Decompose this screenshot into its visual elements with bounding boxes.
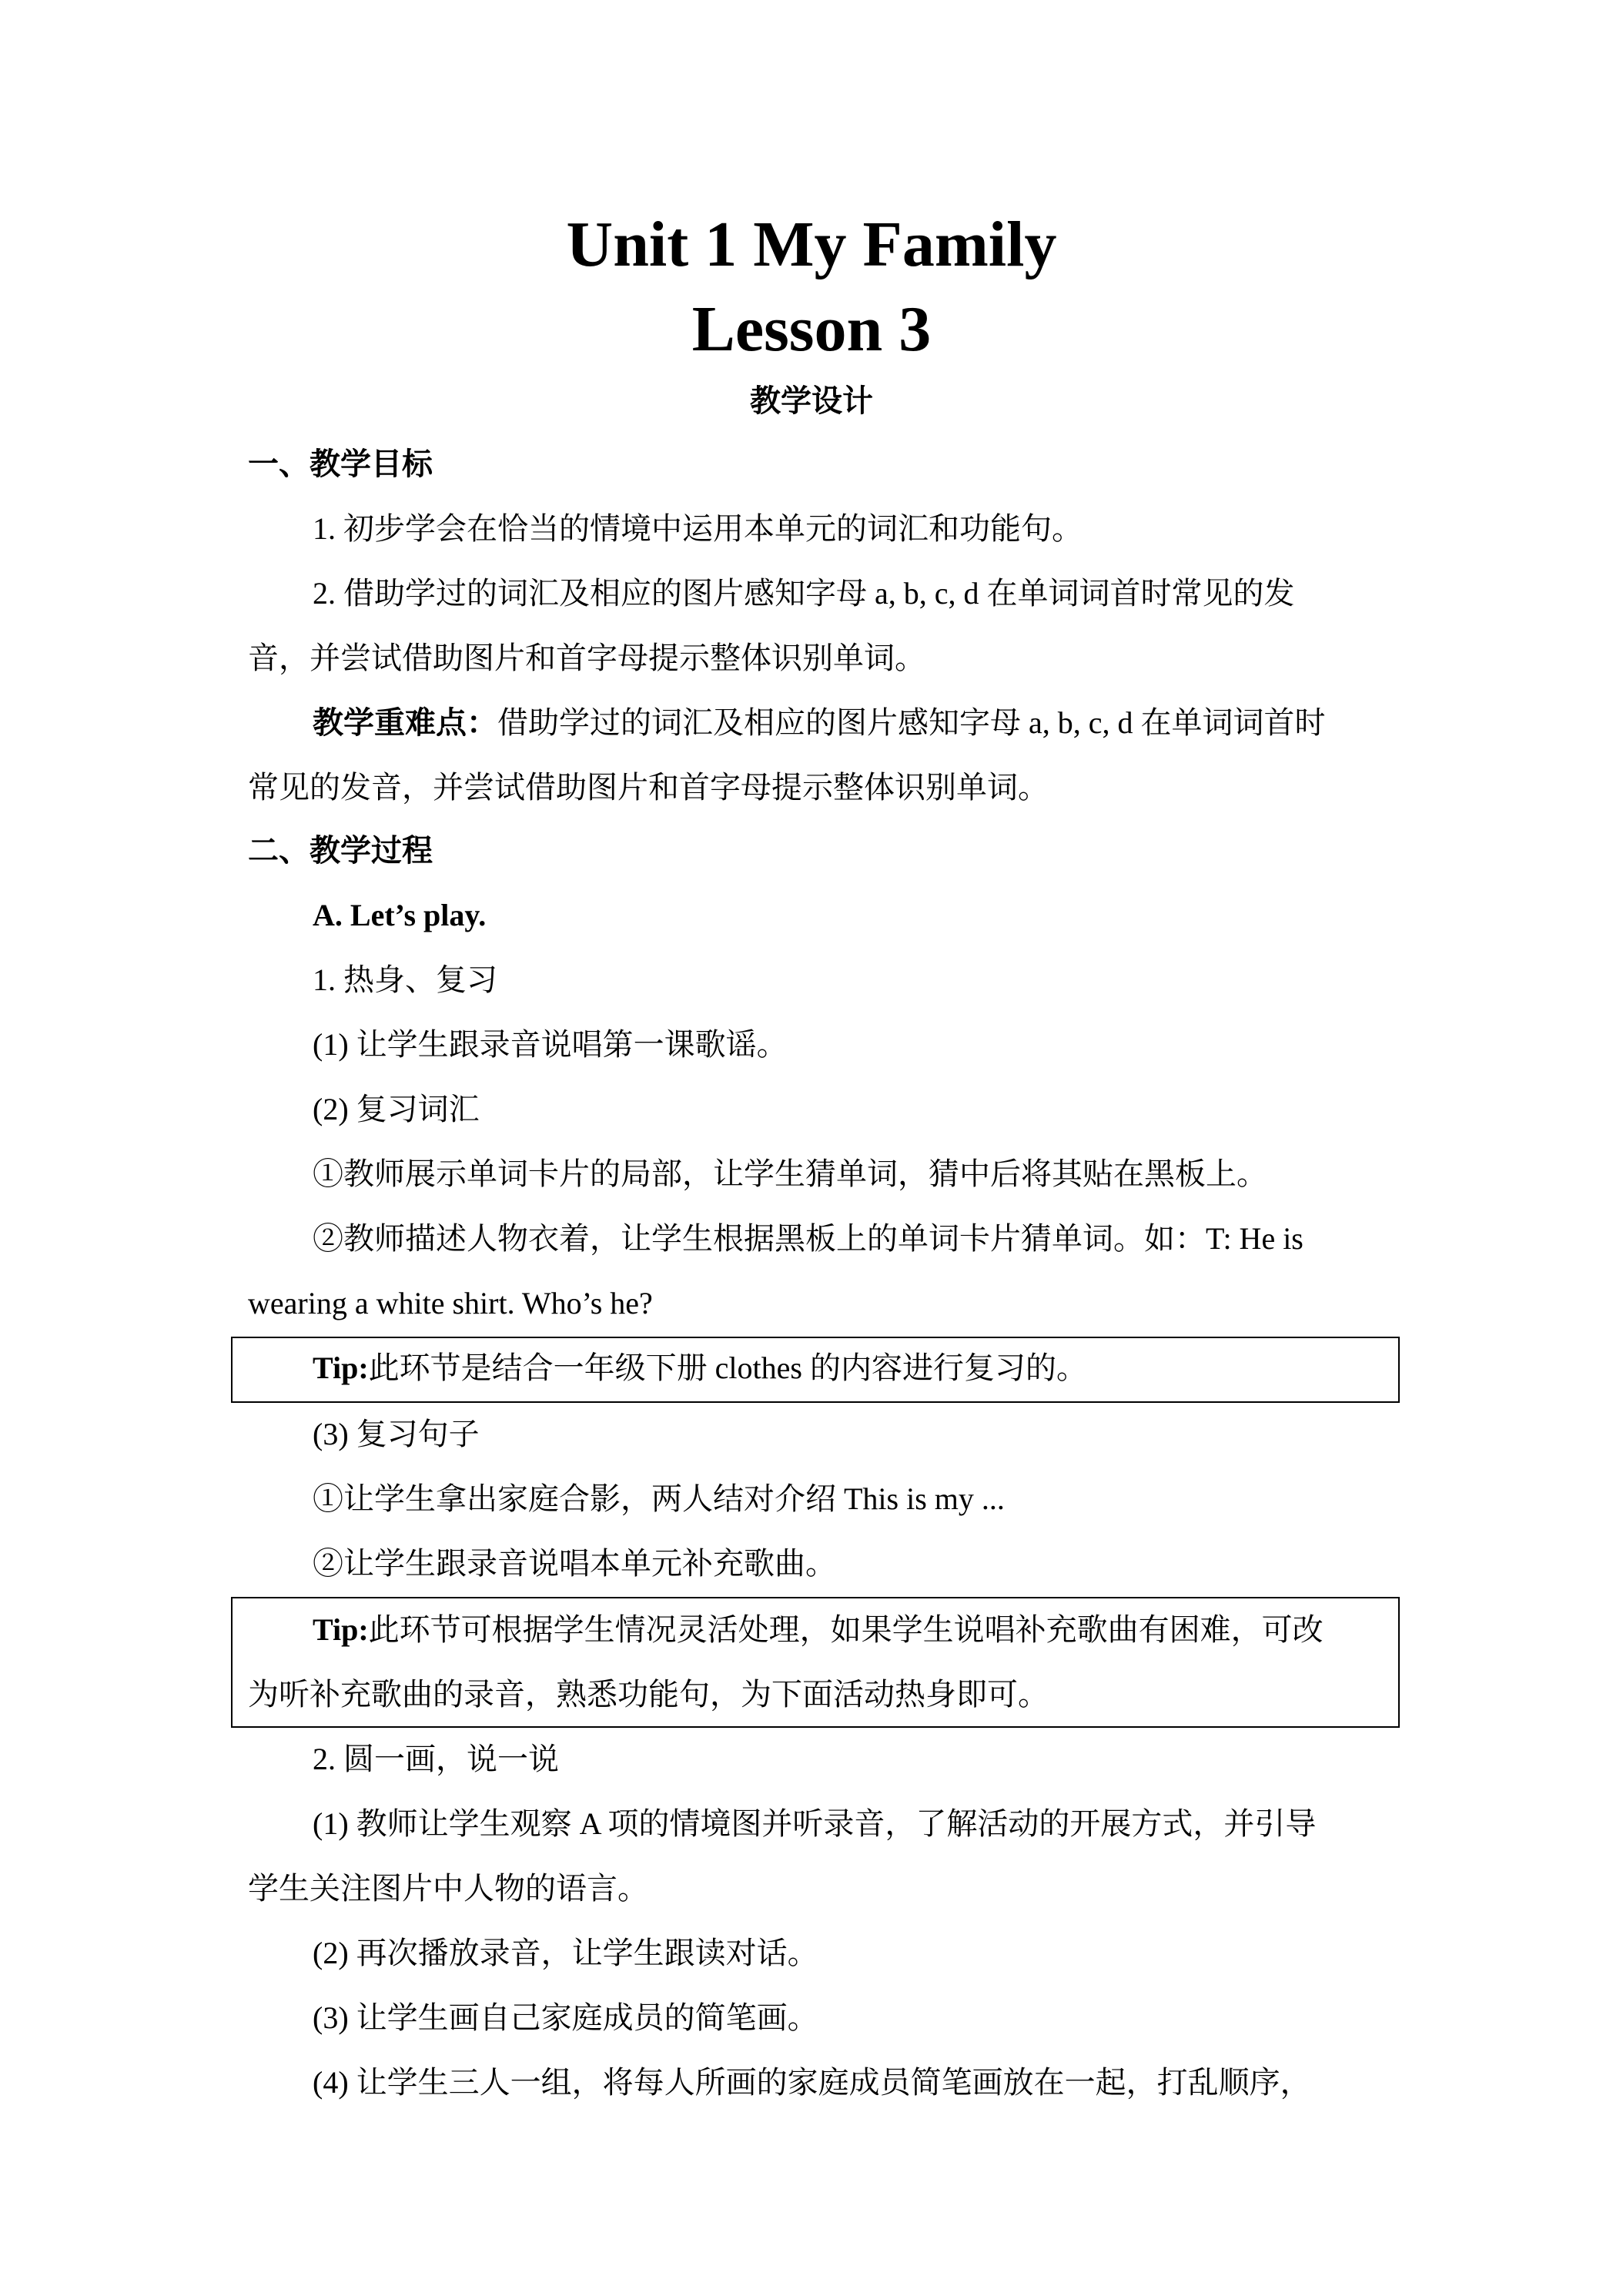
title-lesson: Lesson 3 xyxy=(691,293,932,365)
step1-item2: (2) 复习词汇 xyxy=(313,1092,480,1126)
step1-item3b: ②让学生跟录音说唱本单元补充歌曲。 xyxy=(313,1546,836,1581)
objective-1: 1. 初步学会在恰当的情境中运用本单元的词汇和功能句。 xyxy=(313,511,1083,546)
step2-heading: 2. 圆一画，说一说 xyxy=(313,1742,559,1776)
step1-item1: (1) 让学生跟录音说唱第一课歌谣。 xyxy=(313,1027,788,1062)
tip-1-label: Tip: xyxy=(313,1350,369,1385)
tip-2-line2: 为听补充歌曲的录音，熟悉功能句，为下面活动热身即可。 xyxy=(248,1677,1049,1712)
tip-1 xyxy=(313,1349,1087,1387)
keypoint-text: 借助学过的词汇及相应的图片感知字母 a, b, c, d 在单词词首时 xyxy=(497,705,1326,740)
section1-heading: 一、教学目标 xyxy=(248,447,433,481)
section2-heading: 二、教学过程 xyxy=(248,833,433,868)
step2-item4: (4) 让学生三人一组，将每人所画的家庭成员简笔画放在一起，打乱顺序， xyxy=(313,2065,1311,2100)
step1-item2b-line1: ②教师描述人物衣着，让学生根据黑板上的单词卡片猜单词。如：T: He is xyxy=(313,1221,1303,1256)
step2-item3: (3) 让学生画自己家庭成员的简笔画。 xyxy=(313,2000,818,2035)
keypoint-line2: 常见的发音，并尝试借助图片和首字母提示整体识别单词。 xyxy=(248,770,1049,805)
tip-1-text: 此环节是结合一年级下册 clothes 的内容进行复习的。 xyxy=(368,1350,1087,1385)
step1-item2a: ①教师展示单词卡片的局部，让学生猜单词，猜中后将其贴在黑板上。 xyxy=(313,1156,1267,1191)
objective-2-line2: 音，并尝试借助图片和首字母提示整体识别单词。 xyxy=(248,641,925,675)
step2-item1-line2: 学生关注图片中人物的语言。 xyxy=(248,1871,648,1906)
objective-2-line1: 2. 借助学过的词汇及相应的图片感知字母 a, b, c, d 在单词词首时常见的发 xyxy=(313,576,1295,611)
step1-item3a: ①让学生拿出家庭合影，两人结对介绍 This is my ... xyxy=(313,1481,1005,1516)
step2-item2: (2) 再次播放录音，让学生跟读对话。 xyxy=(313,1936,818,1970)
keypoint-line1 xyxy=(313,704,1326,742)
keypoint-label: 教学重难点： xyxy=(313,705,497,740)
step1-item3: (3) 复习句子 xyxy=(313,1417,480,1451)
part-a-heading: A. Let’s play. xyxy=(313,898,487,932)
tip-2-line1 xyxy=(313,1611,1323,1649)
step1-heading: 1. 热身、复习 xyxy=(313,962,497,997)
tip-2-text: 此环节可根据学生情况灵活处理，如果学生说唱补充歌曲有困难，可改 xyxy=(368,1612,1323,1647)
step2-item1-line1: (1) 教师让学生观察 A 项的情境图并听录音，了解活动的开展方式，并引导 xyxy=(313,1806,1317,1841)
subtitle: 教学设计 xyxy=(750,383,873,418)
step1-item2b-line2: wearing a white shirt. Who’s he? xyxy=(248,1286,653,1320)
tip-2-label: Tip: xyxy=(313,1612,369,1647)
title-unit: Unit 1 My Family xyxy=(566,209,1057,280)
